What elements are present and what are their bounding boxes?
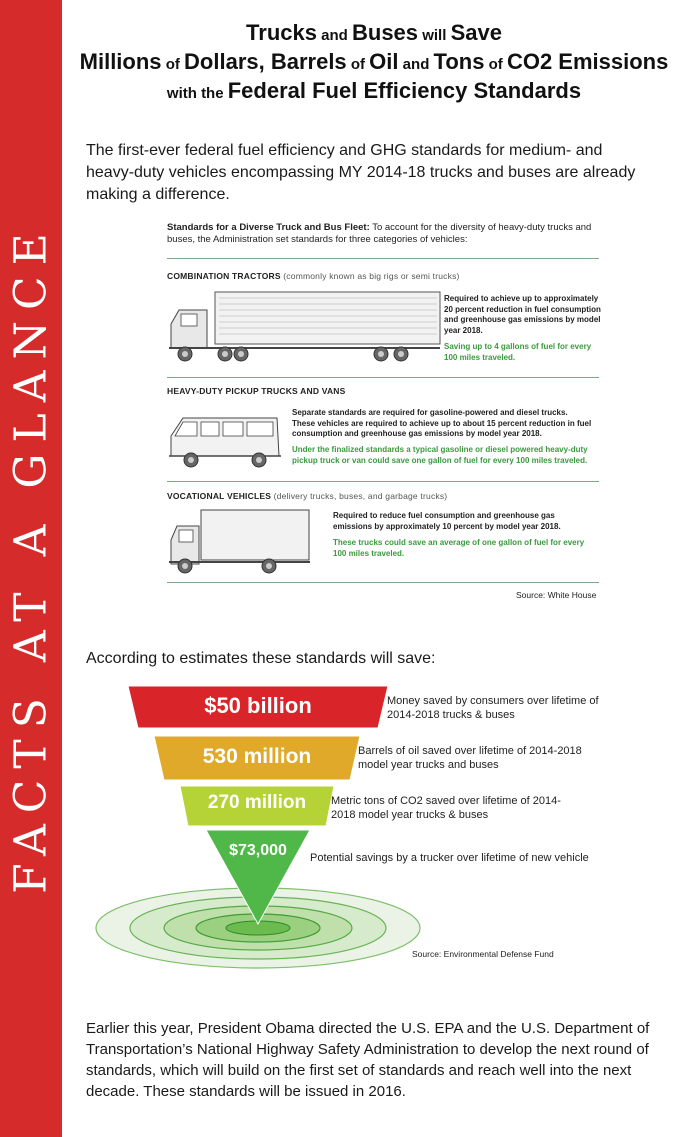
estimates-intro: According to estimates these standards will save: <box>86 650 436 667</box>
title-line2-segment: of <box>484 56 507 73</box>
pickup-description: Separate standards are required for gasoline-powered and diesel trucks. These vehicles are required to achieve up to about 15 percent reduction in fuel consumption and greenhouse gas emissions by model year 2018. <box>292 408 592 438</box>
title-line2-segment: Tons <box>433 49 485 74</box>
pickup-saving: Under the finalized standards a typical gasoline or diesel powered heavy-duty pickup truck or van could save one gallon of fuel for every 100 miles traveled. <box>292 445 588 465</box>
funnel-desc-oil: Barrels of oil saved over lifetime of 2014-2018 model year trucks and buses <box>358 745 582 771</box>
title-line2-segment: Dollars, Barrels <box>184 49 347 74</box>
source-edf: Source: Environmental Defense Fund <box>412 949 554 959</box>
funnel-desc-money: Money saved by consumers over lifetime of 2014-2018 trucks & buses <box>387 695 599 721</box>
title-line2-segment: CO2 Emissions <box>506 49 669 74</box>
funnel-desc-trucker: Potential savings by a trucker over lifetime of new vehicle <box>310 852 589 864</box>
sidebar-label: FACTS AT A GLANCE <box>5 222 57 894</box>
title-line2-segment: of <box>161 56 185 73</box>
combination-description: Required to achieve up to approximately 20 percent reduction in fuel consumption and greenhouse gas emissions by model year 2018. <box>444 294 601 335</box>
title-line2-segment: and <box>398 56 434 73</box>
title-line1-segment: Buses <box>352 20 419 45</box>
title-line3-segment: Federal Fuel Efficiency Standards <box>227 78 582 103</box>
outro-paragraph: Earlier this year, President Obama directed the U.S. EPA and the U.S. Department of Transportation’s National Highway Safety Administration to develop the next round of standards, which will build on the first set of standards and reach well into the next decade. These standards will be issued in 2016. <box>86 1020 650 1100</box>
title-line1-segment: will <box>418 27 451 44</box>
combination-label: COMBINATION TRACTORS (commonly known as big rigs or semi trucks) <box>167 271 460 281</box>
pickup-label: HEAVY-DUTY PICKUP TRUCKS AND VANS <box>167 386 346 396</box>
title-line3-segment: with the <box>166 85 228 102</box>
title-line2-segment: Oil <box>369 49 399 74</box>
funnel-value-oil: 530 million <box>202 745 312 768</box>
vocational-description: Required to reduce fuel consumption and greenhouse gas emissions by approximately 10 percent by model year 2018. <box>333 511 561 531</box>
vocational-saving: These trucks could save an average of one gallon of fuel for every 100 miles traveled. <box>333 538 585 558</box>
source-white-house: Source: White House <box>516 590 597 600</box>
standards-heading-rest: To account for the diversity of heavy-duty trucks and buses, the Administration set standards for three categories of vehicles: <box>167 222 592 245</box>
funnel-value-co2: 270 million <box>207 792 307 813</box>
combination-saving: Saving up to 4 gallons of fuel for every 100 miles traveled. <box>444 342 592 362</box>
funnel-desc-co2: Metric tons of CO2 saved over lifetime of 2014-2018 model year trucks & buses <box>331 795 561 821</box>
vocational-label: VOCATIONAL VEHICLES (delivery trucks, buses, and garbage trucks) <box>167 491 448 501</box>
standards-heading-bold: Standards for a Diverse Truck and Bus Fleet: <box>167 222 370 233</box>
intro-paragraph: The first-ever federal fuel efficiency and GHG standards for medium- and heavy-duty vehicles encompassing MY 2014-18 trucks and buses are already making a difference. <box>86 142 636 203</box>
title-line2-segment: Millions <box>79 49 162 74</box>
title-line1-segment: and <box>316 27 352 44</box>
funnel-value-money: $50 billion <box>204 693 312 718</box>
title-line2-segment: of <box>346 56 370 73</box>
title-line1-segment: Save <box>450 20 502 45</box>
title-line1-segment: Trucks <box>246 20 317 45</box>
funnel-value-trucker: $73,000 <box>229 842 287 859</box>
